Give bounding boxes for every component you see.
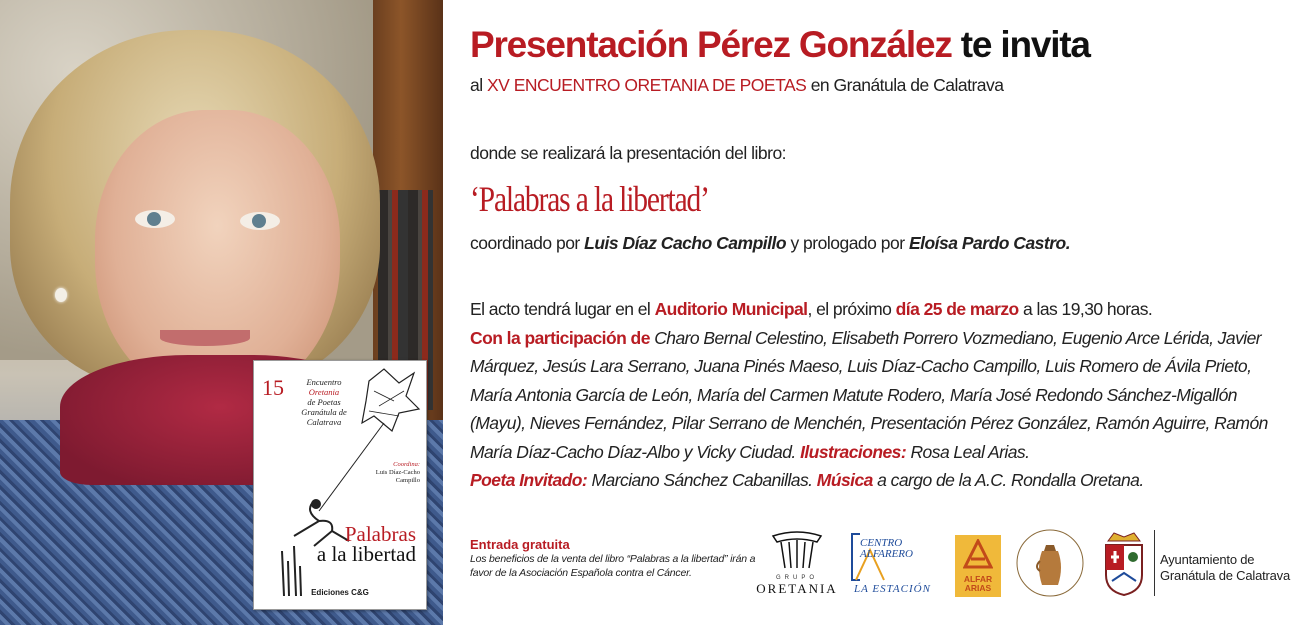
- oretania-logo: [752, 528, 842, 598]
- photo-eye-right: [240, 212, 280, 230]
- free-entry-text: favor de la Asociación Española contra el Cáncer.: [470, 567, 692, 579]
- coord-mid: y prologado por: [790, 233, 905, 253]
- participants: (Mayu), Nieves Fernández, Pilar Serrano de Menchén, Presentación Pérez González, Ramón Aguirre, Ramón: [470, 413, 1268, 433]
- participants: María Díaz-Cacho Díaz-Albo y Vicky Ciudad.: [470, 441, 796, 462]
- coordinator-name: Luis Díaz Cacho Campillo: [584, 233, 787, 253]
- illustrations-label: Ilustraciones:: [800, 441, 907, 462]
- oretania-name: ORETANIA: [756, 581, 838, 596]
- alfarero-text: [860, 538, 913, 560]
- book-cover-header-line: Oretania: [308, 387, 340, 397]
- town-hall-label: [1160, 552, 1290, 584]
- event-subtitle: [470, 75, 1004, 96]
- details-text: a las 19,30 horas.: [1023, 299, 1153, 319]
- free-entry-note: [470, 537, 770, 580]
- photo-mouth: [160, 330, 250, 346]
- book-cover-number: 15: [262, 375, 284, 400]
- guest-label: Poeta Invitado:: [470, 470, 588, 490]
- music-performer: a cargo de la A.C. Rondalla Oretana.: [877, 470, 1144, 490]
- details-line: [470, 438, 1290, 467]
- free-entry-heading: Entrada gratuita: [470, 537, 570, 552]
- host-name: Presentación Pérez González: [470, 24, 952, 65]
- details-line: [470, 466, 1290, 495]
- photo-eye-left: [135, 210, 175, 228]
- intro-text: donde se realizará la presentación del libro:: [470, 143, 787, 163]
- book-cover-header-line: Encuentro: [306, 377, 342, 387]
- music-label: Música: [816, 470, 873, 490]
- subtitle-prefix: al: [470, 75, 483, 95]
- alfar-arias-text: [955, 575, 1001, 593]
- participants: Márquez, Jesús Lara Serrano, Juana Pinés Maeso, Luis Díaz-Cacho Campillo, Luis Romero de Ávila Prieto,: [470, 356, 1252, 376]
- alfar-arias-line: ALFAR: [963, 574, 993, 584]
- prologue-author: Eloísa Pardo Castro.: [908, 233, 1071, 253]
- free-entry-text: Los beneficios de la venta del libro “Palabras a la libertad” irán a: [470, 553, 756, 565]
- oretania-logo-icon: [767, 528, 827, 570]
- book-title: ‘Palabras a la libertad’: [470, 179, 709, 219]
- town-hall-line: Ayuntamiento de: [1160, 552, 1255, 567]
- event-name: XV ENCUENTRO ORETANIA DE POETAS: [487, 75, 807, 95]
- rondalla-logo: [1010, 527, 1090, 599]
- alfar-arias-icon: [963, 539, 993, 569]
- event-town: Granátula de Calatrava: [833, 75, 1004, 95]
- coord-pre: coordinado por: [470, 233, 580, 253]
- participation-label: Con la participación de: [470, 327, 650, 348]
- book-cover-header-line: de Poetas: [307, 397, 341, 407]
- book-cover-header-line: Granátula de Calatrava: [301, 407, 347, 427]
- book-cover-header: [284, 377, 364, 427]
- book-cover-publisher: Ediciones C&G: [311, 588, 369, 597]
- alfarero-line: ALFARERO: [860, 548, 913, 560]
- details-line: [470, 324, 1290, 353]
- book-cover: [253, 360, 427, 610]
- book-cover-coordinator: [350, 461, 420, 485]
- coordination-line: [470, 233, 1070, 254]
- book-cover-title-line: a la libertad: [316, 542, 416, 566]
- book-cover-title: [317, 524, 416, 564]
- guest-poet: Marciano Sánchez Cabanillas.: [591, 470, 813, 490]
- participants: Charo Bernal Celestino, Elisabeth Porrero Vozmediano, Eugenio Arce Lérida, Javier: [654, 327, 1262, 348]
- illustrator: Rosa Leal Arias.: [910, 441, 1030, 462]
- venue: Auditorio Municipal: [654, 299, 808, 319]
- oretania-caption: GRUPO: [775, 575, 818, 581]
- event-details: [470, 295, 1290, 495]
- invites-text: te invita: [960, 24, 1090, 65]
- alfarero-line: CENTRO: [860, 537, 903, 549]
- alfar-arias-logo: [955, 535, 1001, 597]
- invitation-title: [470, 24, 1090, 66]
- book-cover-title-line: Palabras: [344, 522, 416, 546]
- subtitle-in: en: [810, 75, 830, 95]
- participants: María Antonia García de León, María del Carmen Matute Rodero, María José Redondo Sánchez-Migallón: [470, 384, 1237, 405]
- book-cover-coord-name: Luis Díaz-Cacho Campillo: [375, 469, 420, 484]
- portrait-photo: [0, 0, 443, 625]
- alfarero-logo: [850, 530, 945, 600]
- logo-divider: [1154, 530, 1155, 596]
- details-text: , el próximo: [807, 299, 892, 319]
- alfar-arias-line: ARIAS: [964, 583, 992, 593]
- alfarero-station: LA ESTACIÓN: [854, 583, 931, 595]
- town-hall-line: Granátula de Calatrava: [1160, 568, 1291, 583]
- coat-of-arms-shield-icon: [1100, 529, 1148, 599]
- book-cover-coord-label: Coordina:: [393, 461, 420, 468]
- coat-of-arms-icon: [1100, 529, 1148, 599]
- photo-earring: [55, 288, 67, 302]
- event-date: día 25 de marzo: [895, 299, 1019, 319]
- rondalla-logo-icon: [1010, 527, 1090, 599]
- details-text: El acto tendrá lugar en el: [470, 299, 651, 319]
- details-line: [470, 295, 1290, 324]
